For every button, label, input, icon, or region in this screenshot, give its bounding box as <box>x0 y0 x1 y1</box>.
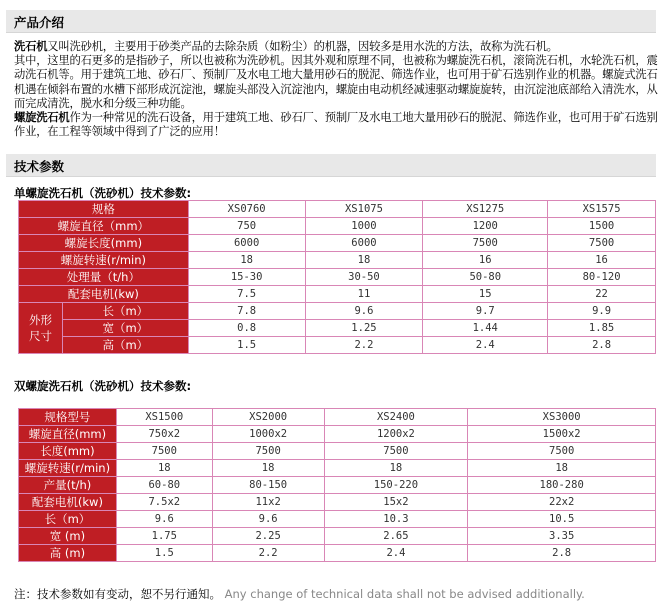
row-label: 配套电机(kw) <box>19 494 117 511</box>
table-cell: 7.5x2 <box>116 494 212 511</box>
table-cell: 0.8 <box>188 320 305 337</box>
table-cell: 9.6 <box>305 303 423 320</box>
table-cell: 9.9 <box>548 303 656 320</box>
table-cell: 10.3 <box>324 511 468 528</box>
row-label: 长（m） <box>62 303 188 320</box>
table-cell: 7.5 <box>188 286 305 303</box>
table-cell: 18 <box>305 252 423 269</box>
table-cell: 6000 <box>305 235 423 252</box>
table-row <box>19 320 656 337</box>
row-label: 宽（m） <box>62 320 188 337</box>
table-cell: 80-120 <box>548 269 656 286</box>
table-header-row <box>19 409 656 426</box>
table-cell: 750x2 <box>116 426 212 443</box>
dimension-group-label: 外形尺寸 <box>19 303 63 354</box>
row-label: 长（m） <box>19 511 117 528</box>
table-cell: 50-80 <box>423 269 548 286</box>
table-cell: 1500 <box>548 218 656 235</box>
section-title-specs: 技术参数 <box>14 159 65 174</box>
table-cell: 150-220 <box>324 477 468 494</box>
table-cell: 2.65 <box>324 528 468 545</box>
section-header-intro <box>6 10 656 33</box>
table-cell: 80-150 <box>212 477 324 494</box>
intro-term-1: 洗石机 <box>14 40 48 53</box>
double-spiral-spec-table <box>18 408 656 562</box>
table-cell: 7500 <box>212 443 324 460</box>
model-name: XS1275 <box>423 201 548 218</box>
table-cell: 7.8 <box>188 303 305 320</box>
table-row <box>19 252 656 269</box>
table-cell: 2.8 <box>468 545 656 562</box>
table-cell: 1.85 <box>548 320 656 337</box>
table-cell: 18 <box>324 460 468 477</box>
single-spiral-spec-table <box>18 200 656 354</box>
row-label: 处理量（t/h） <box>19 269 189 286</box>
table-row <box>19 235 656 252</box>
section-title-intro: 产品介绍 <box>14 15 65 30</box>
row-label: 螺旋转速(r/min) <box>19 252 189 269</box>
table-cell: 18 <box>116 460 212 477</box>
table-cell: 180-280 <box>468 477 656 494</box>
table-cell: 750 <box>188 218 305 235</box>
table-cell: 2.4 <box>423 337 548 354</box>
table-cell: 15x2 <box>324 494 468 511</box>
row-label: 螺旋直径(mm) <box>19 426 117 443</box>
intro-text-2: 其中，这里的石更多的是指砂子，所以也被称为洗砂机。因其外观和原理不同，也被称为螺旋洗石机，滚筒洗石机，水轮洗石机，震动洗石机等。用于建筑工地、砂石厂、预制厂及水电工地大量用砂石的脱泥、筛选作业，也可用于矿石选别作业的机器。螺旋式洗石机遇在倾斜布置的水槽下部形成沉淀池，螺旋头部没入沉淀池内，螺旋由电动机经减速驱动螺旋旋转，由沉淀池底部给入清洗水，从而完成清洗，脱水和分级三种功能。 <box>14 54 658 110</box>
table-cell: 11x2 <box>212 494 324 511</box>
table-cell: 1000x2 <box>212 426 324 443</box>
table-cell: 1.75 <box>116 528 212 545</box>
table-cell: 2.4 <box>324 545 468 562</box>
intro-text-1: 又叫洗砂机，主要用于砂类产品的去除杂质（如粉尘）的机器，因较多是用水洗的方法，故称为洗石机。 <box>47 40 558 53</box>
table-row <box>19 511 656 528</box>
row-label: 长度(mm) <box>19 443 117 460</box>
table-row <box>19 337 656 354</box>
model-name: XS1500 <box>116 409 212 426</box>
table-cell: 9.7 <box>423 303 548 320</box>
table-row <box>19 477 656 494</box>
table-cell: 18 <box>468 460 656 477</box>
row-label: 产量(t/h) <box>19 477 117 494</box>
table-cell: 6000 <box>188 235 305 252</box>
table1-caption: 单螺旋洗石机（洗砂机）技术参数: <box>14 186 192 200</box>
table-cell: 1.25 <box>305 320 423 337</box>
table-cell: 1.5 <box>188 337 305 354</box>
model-name: XS1075 <box>305 201 423 218</box>
table-cell: 2.2 <box>212 545 324 562</box>
table-row <box>19 443 656 460</box>
table-cell: 1500x2 <box>468 426 656 443</box>
table2-caption: 双螺旋洗石机（洗砂机）技术参数: <box>14 379 192 393</box>
table-cell: 22x2 <box>468 494 656 511</box>
table-cell: 2.8 <box>548 337 656 354</box>
table-cell: 16 <box>423 252 548 269</box>
header-label: 规格型号 <box>19 409 117 426</box>
table-cell: 7500 <box>468 443 656 460</box>
table-row <box>19 528 656 545</box>
intro-text-3: 作为一种常见的洗石设备，用于建筑工地、砂石厂、预制厂及水电工地大量用砂石的脱泥、筛选作业，也可用于矿石选别作业，在工程等领域中得到了广泛的应用！ <box>14 111 658 139</box>
row-label: 高（m） <box>62 337 188 354</box>
row-label: 螺旋长度(mm) <box>19 235 189 252</box>
model-name: XS2000 <box>212 409 324 426</box>
footnote-en: Any change of technical data shall not be advised additionally. <box>224 587 585 601</box>
table-cell: 7500 <box>548 235 656 252</box>
section-header-specs <box>6 154 656 177</box>
table-cell: 9.6 <box>116 511 212 528</box>
intro-text <box>14 40 660 139</box>
intro-term-2: 螺旋洗石机 <box>14 111 70 125</box>
row-label: 配套电机(kw) <box>19 286 189 303</box>
table-row <box>19 426 656 443</box>
row-label: 宽 (m) <box>19 528 117 545</box>
table-cell: 18 <box>212 460 324 477</box>
row-label: 螺旋直径（mm） <box>19 218 189 235</box>
table-cell: 22 <box>548 286 656 303</box>
table-cell: 30-50 <box>305 269 423 286</box>
footnote-cn: 注：技术参数如有变动，恕不另行通知。 <box>14 587 221 601</box>
table-cell: 1200x2 <box>324 426 468 443</box>
model-name: XS2400 <box>324 409 468 426</box>
footnote <box>14 586 585 602</box>
table-cell: 1.5 <box>116 545 212 562</box>
table-cell: 60-80 <box>116 477 212 494</box>
model-name: XS0760 <box>188 201 305 218</box>
table-row <box>19 286 656 303</box>
table-cell: 10.5 <box>468 511 656 528</box>
table-cell: 9.6 <box>212 511 324 528</box>
table-header-row <box>19 201 656 218</box>
model-name: XS3000 <box>468 409 656 426</box>
table-cell: 3.35 <box>468 528 656 545</box>
table-row <box>19 303 656 320</box>
row-label: 螺旋转速(r/min) <box>19 460 117 477</box>
table-cell: 7500 <box>324 443 468 460</box>
table-cell: 16 <box>548 252 656 269</box>
table-row <box>19 218 656 235</box>
table-cell: 15-30 <box>188 269 305 286</box>
table-row <box>19 460 656 477</box>
table-cell: 1000 <box>305 218 423 235</box>
table-row <box>19 545 656 562</box>
table-cell: 1.44 <box>423 320 548 337</box>
table-cell: 7500 <box>116 443 212 460</box>
row-label: 高 (m) <box>19 545 117 562</box>
model-name: XS1575 <box>548 201 656 218</box>
table-cell: 1200 <box>423 218 548 235</box>
table-cell: 15 <box>423 286 548 303</box>
table-cell: 2.25 <box>212 528 324 545</box>
table-row <box>19 269 656 286</box>
header-label: 规格 <box>19 201 189 218</box>
table-cell: 2.2 <box>305 337 423 354</box>
table-cell: 18 <box>188 252 305 269</box>
table-cell: 7500 <box>423 235 548 252</box>
table-cell: 11 <box>305 286 423 303</box>
table-row <box>19 494 656 511</box>
